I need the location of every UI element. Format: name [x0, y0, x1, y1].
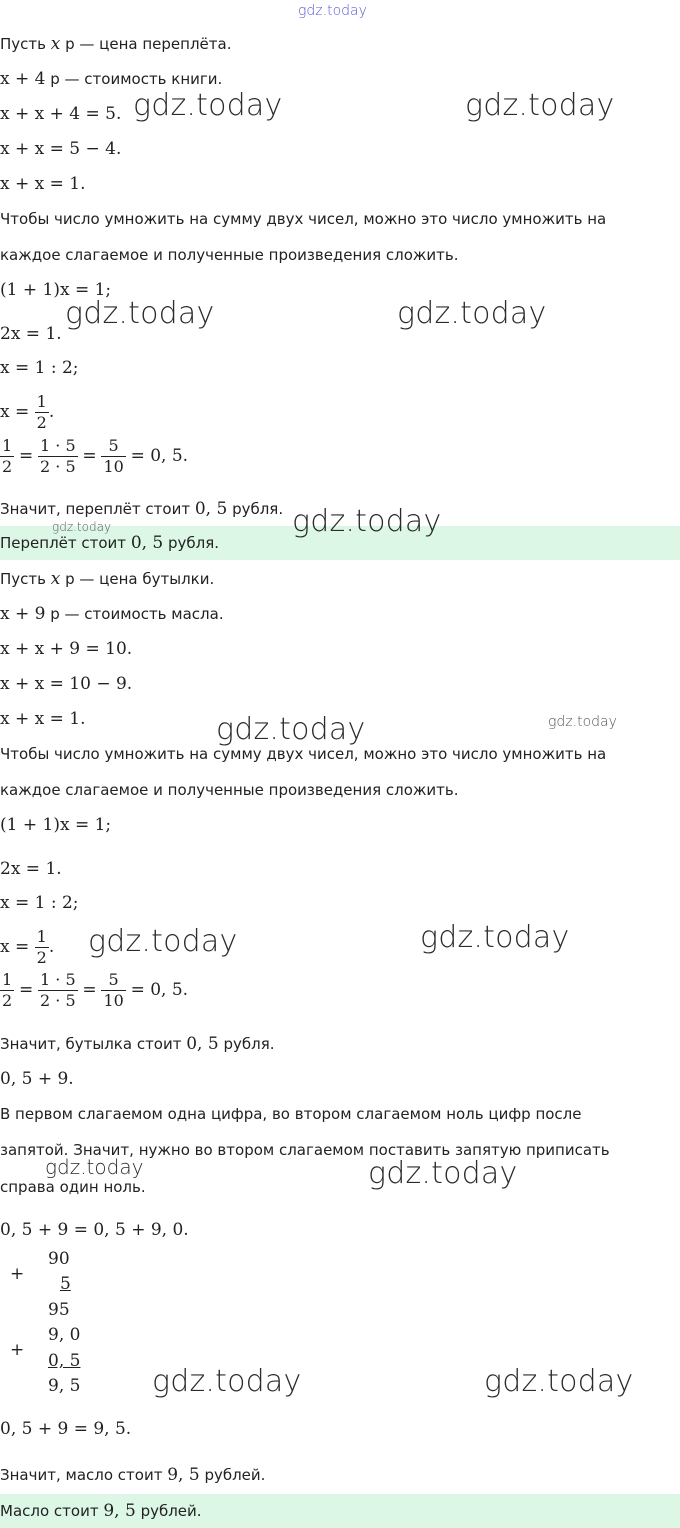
watermark: gdz.today	[88, 924, 238, 959]
watermark: gdz.today	[298, 3, 367, 19]
column-plus-sign: +	[10, 1264, 25, 1284]
equation-6: x = 1 : 2;	[0, 893, 79, 913]
numerator: 5	[101, 970, 125, 991]
watermark: gdz.today	[368, 1156, 518, 1191]
numerator: 1	[2, 436, 13, 455]
text: Переплёт стоит	[0, 534, 131, 552]
fraction-chain	[0, 970, 188, 1011]
numerator: 1	[2, 970, 13, 989]
denominator: 2 · 5	[40, 457, 76, 476]
text: рубля.	[227, 500, 284, 518]
numerator: 5	[101, 436, 125, 457]
equation-7	[0, 392, 54, 433]
math: = 0, 5.	[130, 980, 189, 1000]
math: .	[48, 937, 55, 957]
watermark: gdz.today	[397, 296, 547, 331]
equation-5: 2x = 1.	[0, 859, 62, 879]
watermark: gdz.today	[420, 920, 570, 955]
watermark: gdz.today	[45, 1155, 144, 1179]
fraction	[101, 970, 125, 1011]
text: Пусть	[0, 570, 51, 588]
math: = 0, 5.	[130, 446, 189, 466]
watermark: gdz.today	[52, 520, 112, 534]
watermark: gdz.today	[65, 296, 215, 331]
numerator: 1	[36, 392, 47, 411]
column-plus-sign: +	[10, 1340, 25, 1360]
fraction	[101, 436, 125, 477]
variable: x	[50, 34, 61, 54]
variable: x	[50, 569, 61, 589]
equation-zero-append: 0, 5 + 9 = 0, 5 + 9, 0.	[0, 1220, 189, 1240]
equation-3: x + x = 1.	[0, 174, 86, 194]
denominator: 10	[103, 457, 124, 476]
denominator: 2	[2, 457, 13, 476]
math: 9, 5	[167, 1465, 200, 1485]
text: рубля.	[163, 534, 220, 552]
numerator: 1	[36, 927, 47, 946]
explanation-line-3: справа один ноль.	[0, 1178, 146, 1196]
rule-line-1: Чтобы число умножить на сумму двух чисел, можно это число умножить на	[0, 745, 607, 763]
numerator: 1 · 5	[40, 970, 76, 989]
math: x =	[0, 402, 35, 422]
equation-5: 2x = 1.	[0, 324, 62, 344]
watermark: gdz.today	[152, 1364, 302, 1399]
column-result: 9, 5	[48, 1376, 81, 1396]
text: рубля.	[218, 1035, 275, 1053]
fraction	[35, 392, 49, 433]
text: Значит, масло стоит	[0, 1466, 168, 1484]
line-book-cost	[0, 69, 222, 89]
rule-line-2: каждое слагаемое и полученные произведения сложить.	[0, 246, 459, 264]
column-addend-1: 90	[48, 1249, 70, 1269]
math: x + 9	[0, 604, 46, 624]
watermark: gdz.today	[465, 88, 615, 123]
text: Масло стоит	[0, 1502, 104, 1520]
conclusion	[0, 1034, 274, 1054]
conclusion	[0, 1465, 265, 1485]
text: рублей.	[135, 1502, 202, 1520]
text: р — стоимость масла.	[45, 605, 224, 623]
column-addend-2: 5	[60, 1274, 71, 1294]
column-addend-1: 9, 0	[48, 1325, 81, 1345]
watermark: gdz.today	[133, 88, 283, 123]
denominator: 10	[103, 991, 124, 1010]
line-oil-cost	[0, 604, 224, 624]
line-let-x	[0, 569, 214, 589]
fraction	[38, 970, 78, 1011]
text: Пусть	[0, 35, 51, 53]
fraction	[0, 436, 14, 477]
fraction	[0, 970, 14, 1011]
equation-1: x + x + 4 = 5.	[0, 104, 122, 124]
column-result: 95	[48, 1300, 70, 1320]
denominator: 2	[36, 948, 47, 967]
conclusion	[0, 499, 283, 519]
equals-sign: =	[18, 980, 34, 1000]
equation-1: x + x + 9 = 10.	[0, 639, 133, 659]
denominator: 2	[36, 413, 47, 432]
equation-final: 0, 5 + 9 = 9, 5.	[0, 1419, 132, 1439]
watermark: gdz.today	[548, 714, 617, 730]
equals-sign: =	[18, 446, 34, 466]
denominator: 2	[2, 991, 13, 1010]
equation-4: (1 + 1)x = 1;	[0, 815, 112, 835]
numerator: 1 · 5	[40, 436, 76, 455]
answer-text	[0, 1501, 202, 1521]
rule-line-1: Чтобы число умножить на сумму двух чисел, можно это число умножить на	[0, 210, 607, 228]
denominator: 2 · 5	[40, 991, 76, 1010]
math: 0, 5	[130, 533, 164, 553]
text: Значит, переплёт стоит	[0, 500, 195, 518]
fraction	[35, 927, 49, 968]
line-let-x	[0, 34, 231, 54]
column-addend-2: 0, 5	[48, 1351, 81, 1371]
text: р — цена бутылки.	[60, 570, 215, 588]
equation-6: x = 1 : 2;	[0, 358, 79, 378]
text: рублей.	[199, 1466, 266, 1484]
watermark: gdz.today	[292, 504, 442, 539]
math: .	[48, 402, 55, 422]
answer-box	[0, 1494, 680, 1528]
equation-3: x + x = 1.	[0, 709, 86, 729]
math: x =	[0, 937, 35, 957]
equation-7	[0, 927, 54, 968]
equals-sign: =	[82, 446, 97, 466]
explanation-line-2: запятой. Значит, нужно во втором слагаемом поставить запятую приписать	[0, 1141, 610, 1159]
math: 0, 5	[194, 499, 228, 519]
text: р — стоимость книги.	[45, 70, 223, 88]
equation-4: (1 + 1)x = 1;	[0, 280, 112, 300]
math: 9, 5	[103, 1501, 136, 1521]
watermark: gdz.today	[484, 1364, 634, 1399]
watermark: gdz.today	[216, 712, 366, 747]
equals-sign: =	[82, 980, 97, 1000]
text: Значит, бутылка стоит	[0, 1035, 187, 1053]
answer-text	[0, 533, 219, 553]
fraction	[38, 436, 78, 477]
rule-line-2: каждое слагаемое и полученные произведения сложить.	[0, 781, 459, 799]
explanation-line-1: В первом слагаемом одна цифра, во втором слагаемом ноль цифр после	[0, 1105, 582, 1123]
sum-expression: 0, 5 + 9.	[0, 1069, 74, 1089]
text: р — цена переплёта.	[60, 35, 232, 53]
equation-2: x + x = 10 − 9.	[0, 674, 133, 694]
math: x + 4	[0, 69, 46, 89]
equation-2: x + x = 5 − 4.	[0, 139, 122, 159]
fraction-chain	[0, 436, 188, 477]
math: 0, 5	[186, 1034, 219, 1054]
